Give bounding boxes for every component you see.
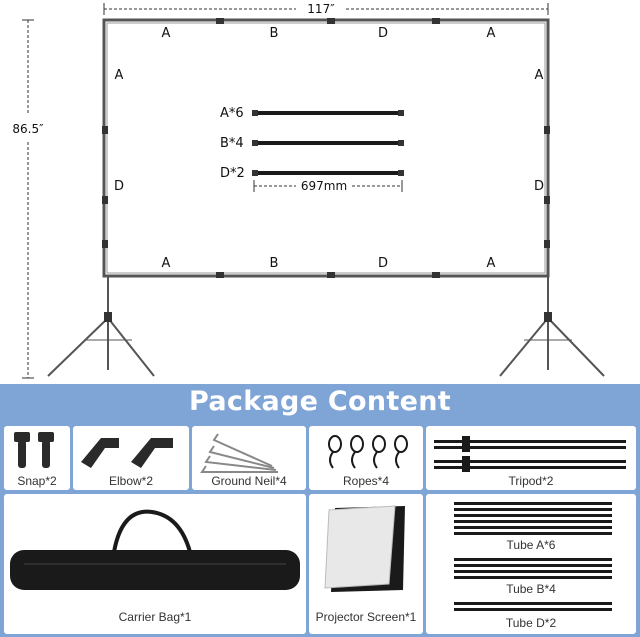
tube-b-label: B*4 xyxy=(220,136,244,151)
tube-a-count-label: Tube A*6 xyxy=(506,538,556,552)
tube-a-label: A*6 xyxy=(220,106,244,121)
tripod-label: Tripod*2 xyxy=(508,474,554,488)
top-joint-2: B xyxy=(269,26,279,41)
tube-b-count-label: Tube B*4 xyxy=(506,582,556,596)
card-projector-screen xyxy=(309,494,423,634)
package-title: Package Content xyxy=(189,386,451,417)
width-label: 117″ xyxy=(307,2,335,16)
height-label: 86.5″ xyxy=(12,122,44,136)
top-joint-1: A xyxy=(161,26,171,41)
card-ground-nail xyxy=(192,426,306,490)
width-dimension xyxy=(104,2,548,16)
projector-screen-label: Projector Screen*1 xyxy=(315,610,417,624)
snap-label: Snap*2 xyxy=(17,474,57,488)
right-stand xyxy=(500,276,604,376)
right-joint-2: D xyxy=(533,179,545,194)
card-snap xyxy=(4,426,70,490)
top-joint-3: D xyxy=(377,26,389,41)
left-joint-2: D xyxy=(113,179,125,194)
left-stand xyxy=(48,276,154,376)
backdrop-frame xyxy=(102,18,550,278)
ropes-label: Ropes*4 xyxy=(342,474,390,488)
bottom-joint-2: B xyxy=(269,256,279,271)
top-joint-4: A xyxy=(486,26,496,41)
tube-d-label: D*2 xyxy=(220,166,245,181)
bottom-joint-1: A xyxy=(161,256,171,271)
right-joint-1: A xyxy=(534,68,544,83)
carrier-bag-label: Carrier Bag*1 xyxy=(118,610,192,624)
ground-nail-label: Ground Neil*4 xyxy=(211,474,287,488)
height-dimension xyxy=(12,20,44,378)
card-tripod xyxy=(426,426,636,490)
card-carrier-bag xyxy=(4,494,306,634)
tubes-icon xyxy=(426,494,636,634)
card-tubes xyxy=(426,494,636,634)
tube-length-label: 697mm xyxy=(300,179,348,193)
tube-d-count-label: Tube D*2 xyxy=(505,616,557,630)
package-content-panel xyxy=(0,384,640,637)
left-joint-1: A xyxy=(114,68,124,83)
bottom-joint-4: A xyxy=(486,256,496,271)
card-elbow xyxy=(73,426,189,490)
bottom-joint-3: D xyxy=(377,256,389,271)
card-ropes xyxy=(309,426,423,490)
elbow-label: Elbow*2 xyxy=(108,474,154,488)
